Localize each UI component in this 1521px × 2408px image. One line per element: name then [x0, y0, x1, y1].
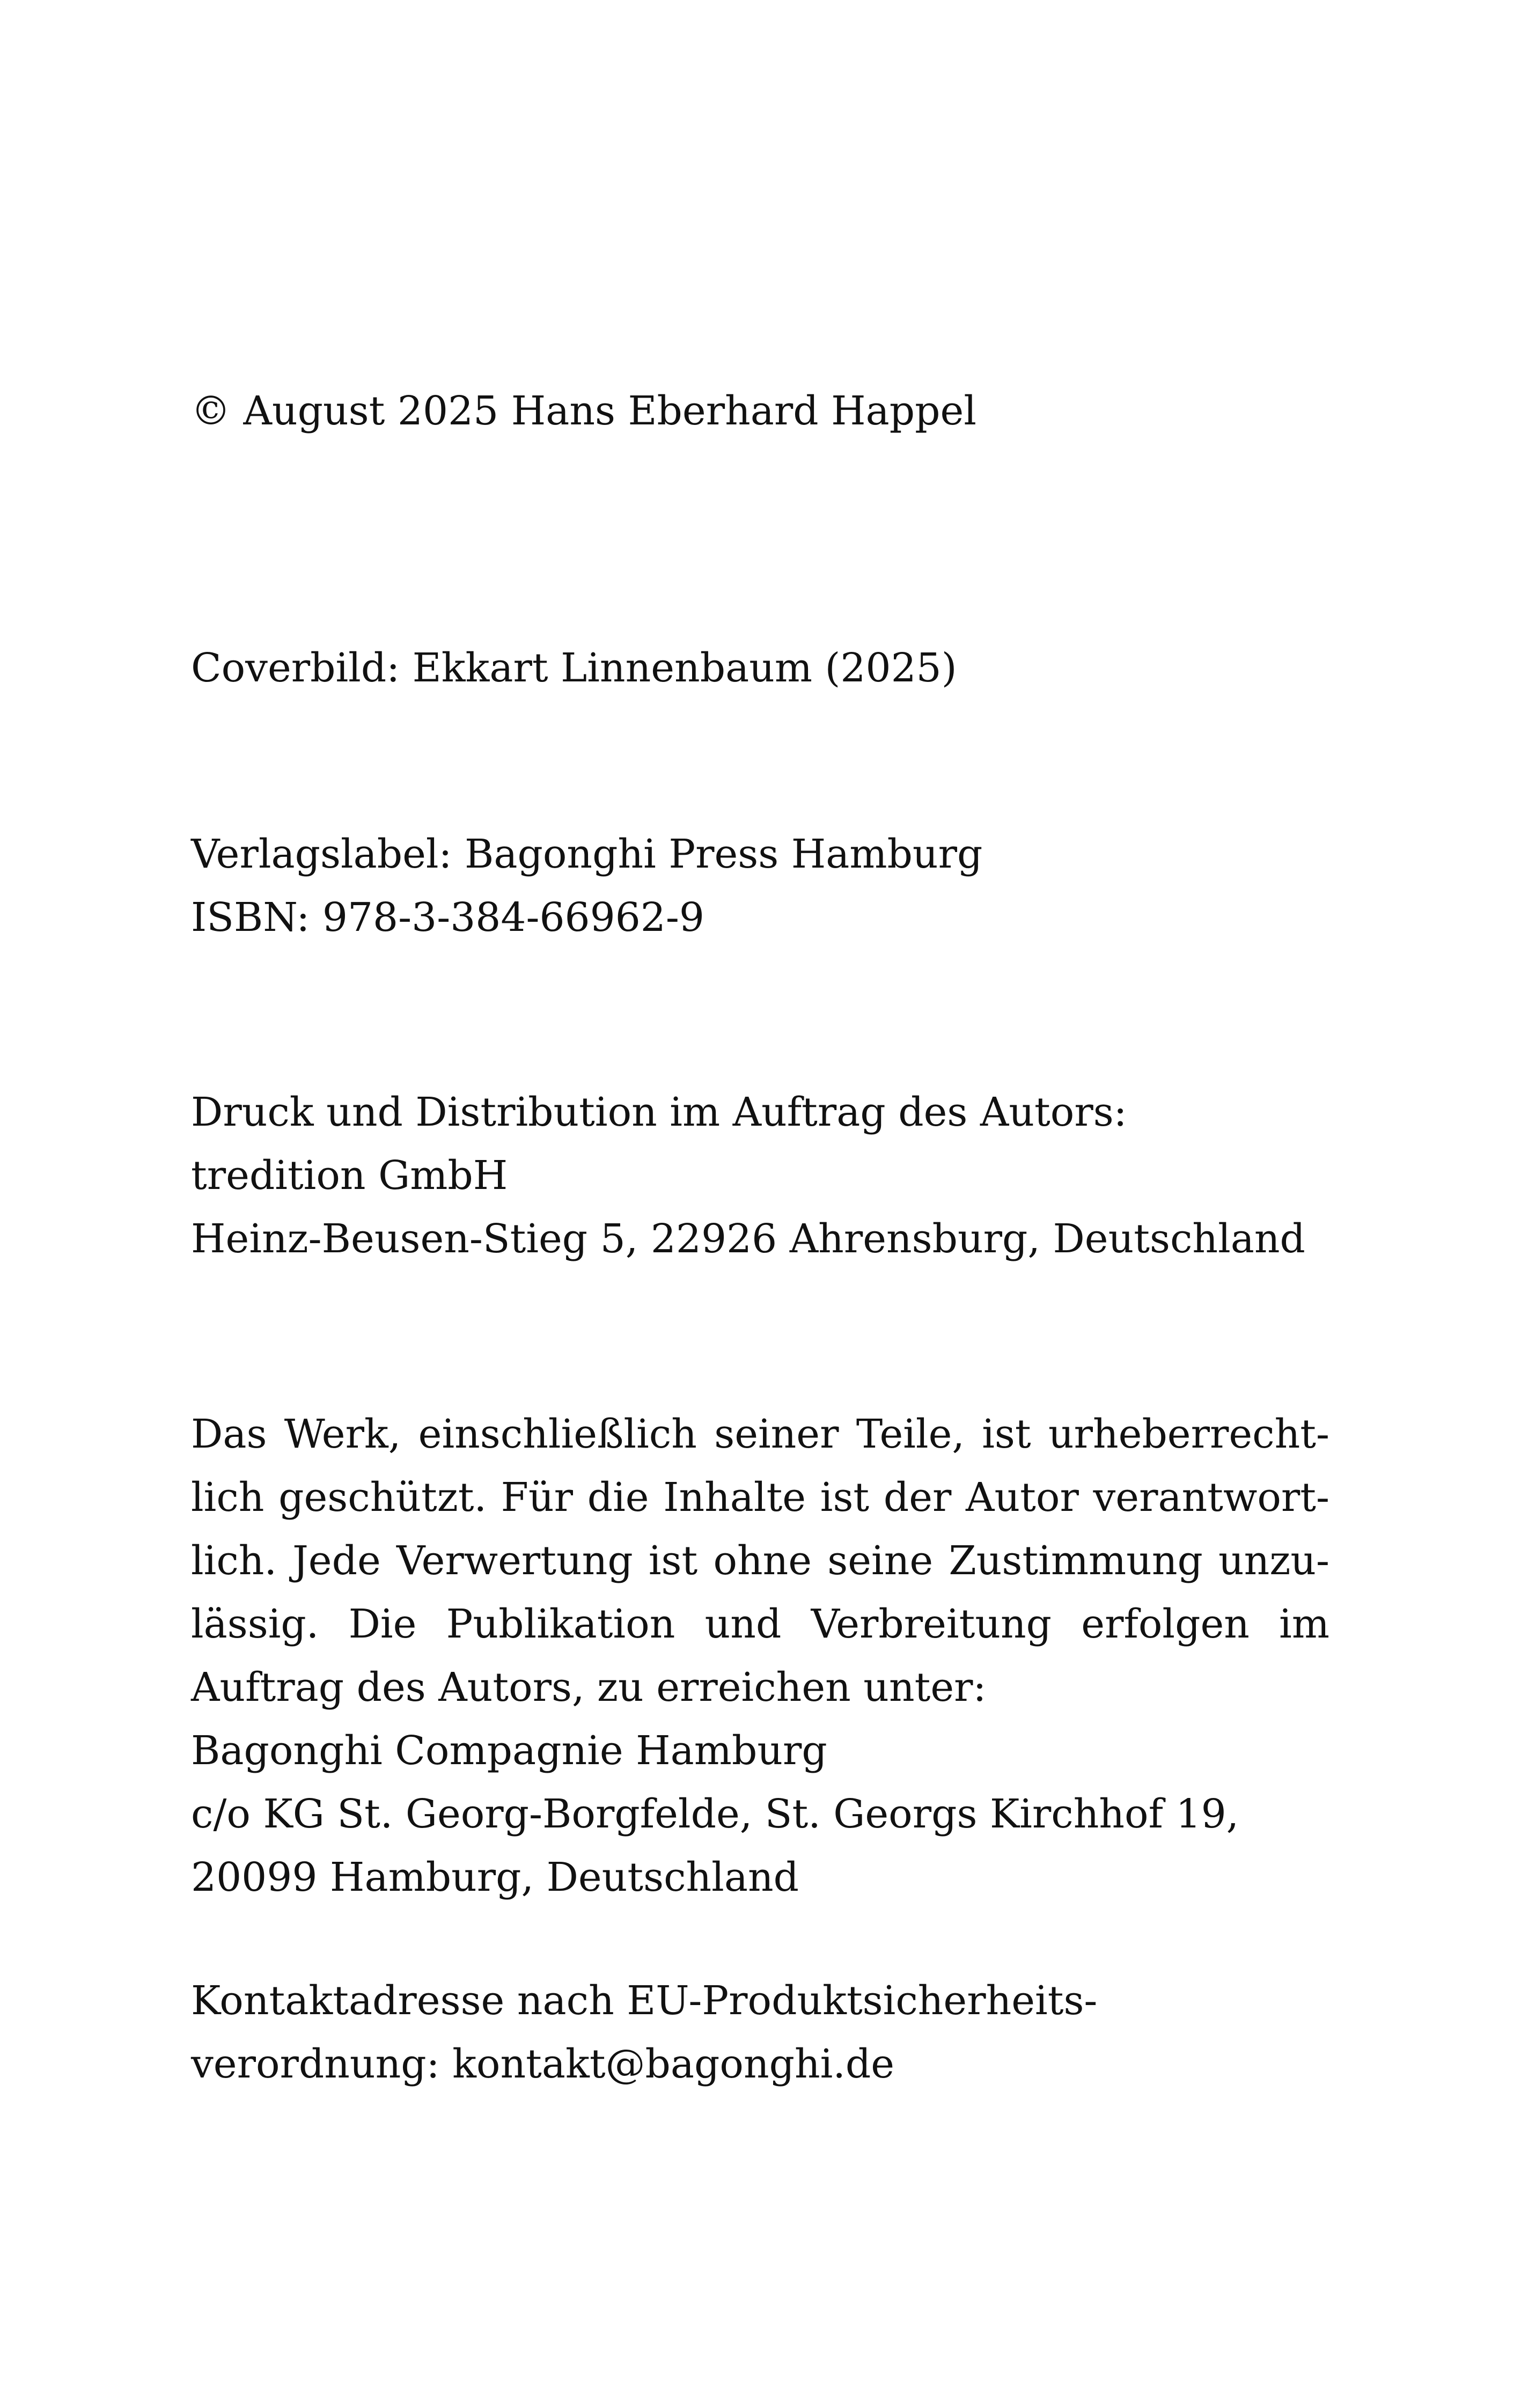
cover-credit-line: Coverbild: Ekkart Linnenbaum (2025)	[191, 645, 957, 691]
publisher-label-line: Verlagslabel: Bagonghi Press Hamburg	[191, 831, 983, 877]
rights-line: lich geschützt. Für die Inhalte ist der Autor verantwort-	[191, 1474, 1329, 1521]
rights-line: lich. Jede Verwertung ist ohne seine Zustimmung unzu-	[191, 1538, 1329, 1584]
author-company-line: Bagonghi Compagnie Hamburg	[191, 1728, 827, 1774]
printer-name-line: tredition GmbH	[191, 1152, 508, 1199]
copyright-block	[191, 379, 1329, 443]
print-distribution-block	[191, 1081, 1329, 1271]
rights-block	[191, 1403, 1329, 1909]
rights-line: lässig. Die Publikation und Verbreitung erfolgen im	[191, 1601, 1329, 1647]
contact-block	[191, 1969, 1329, 2096]
rights-line: Auftrag des Autors, zu erreichen unter:	[191, 1664, 987, 1710]
copyright-line: © August 2025 Hans Eberhard Happel	[191, 388, 976, 434]
contact-email-line: verordnung: kontakt@bagonghi.de	[191, 2041, 895, 2087]
printer-address-line: Heinz-Beusen-Stieg 5, 22926 Ahrensburg, Deutschland	[191, 1216, 1305, 1262]
author-city-line: 20099 Hamburg, Deutschland	[191, 1854, 799, 1900]
contact-label-line: Kontaktadresse nach EU-Produktsicherheits-	[191, 1978, 1098, 2024]
isbn-line: ISBN: 978-3-384-66962-9	[191, 894, 704, 941]
cover-credit-block	[191, 636, 1329, 700]
print-distribution-line: Druck und Distribution im Auftrag des Autors:	[191, 1089, 1127, 1135]
rights-line: Das Werk, einschließlich seiner Teile, ist urheberrecht-	[191, 1411, 1329, 1457]
publisher-block	[191, 823, 1329, 949]
author-address-line: c/o KG St. Georg-Borgfelde, St. Georgs Kirchhof 19,	[191, 1791, 1239, 1837]
